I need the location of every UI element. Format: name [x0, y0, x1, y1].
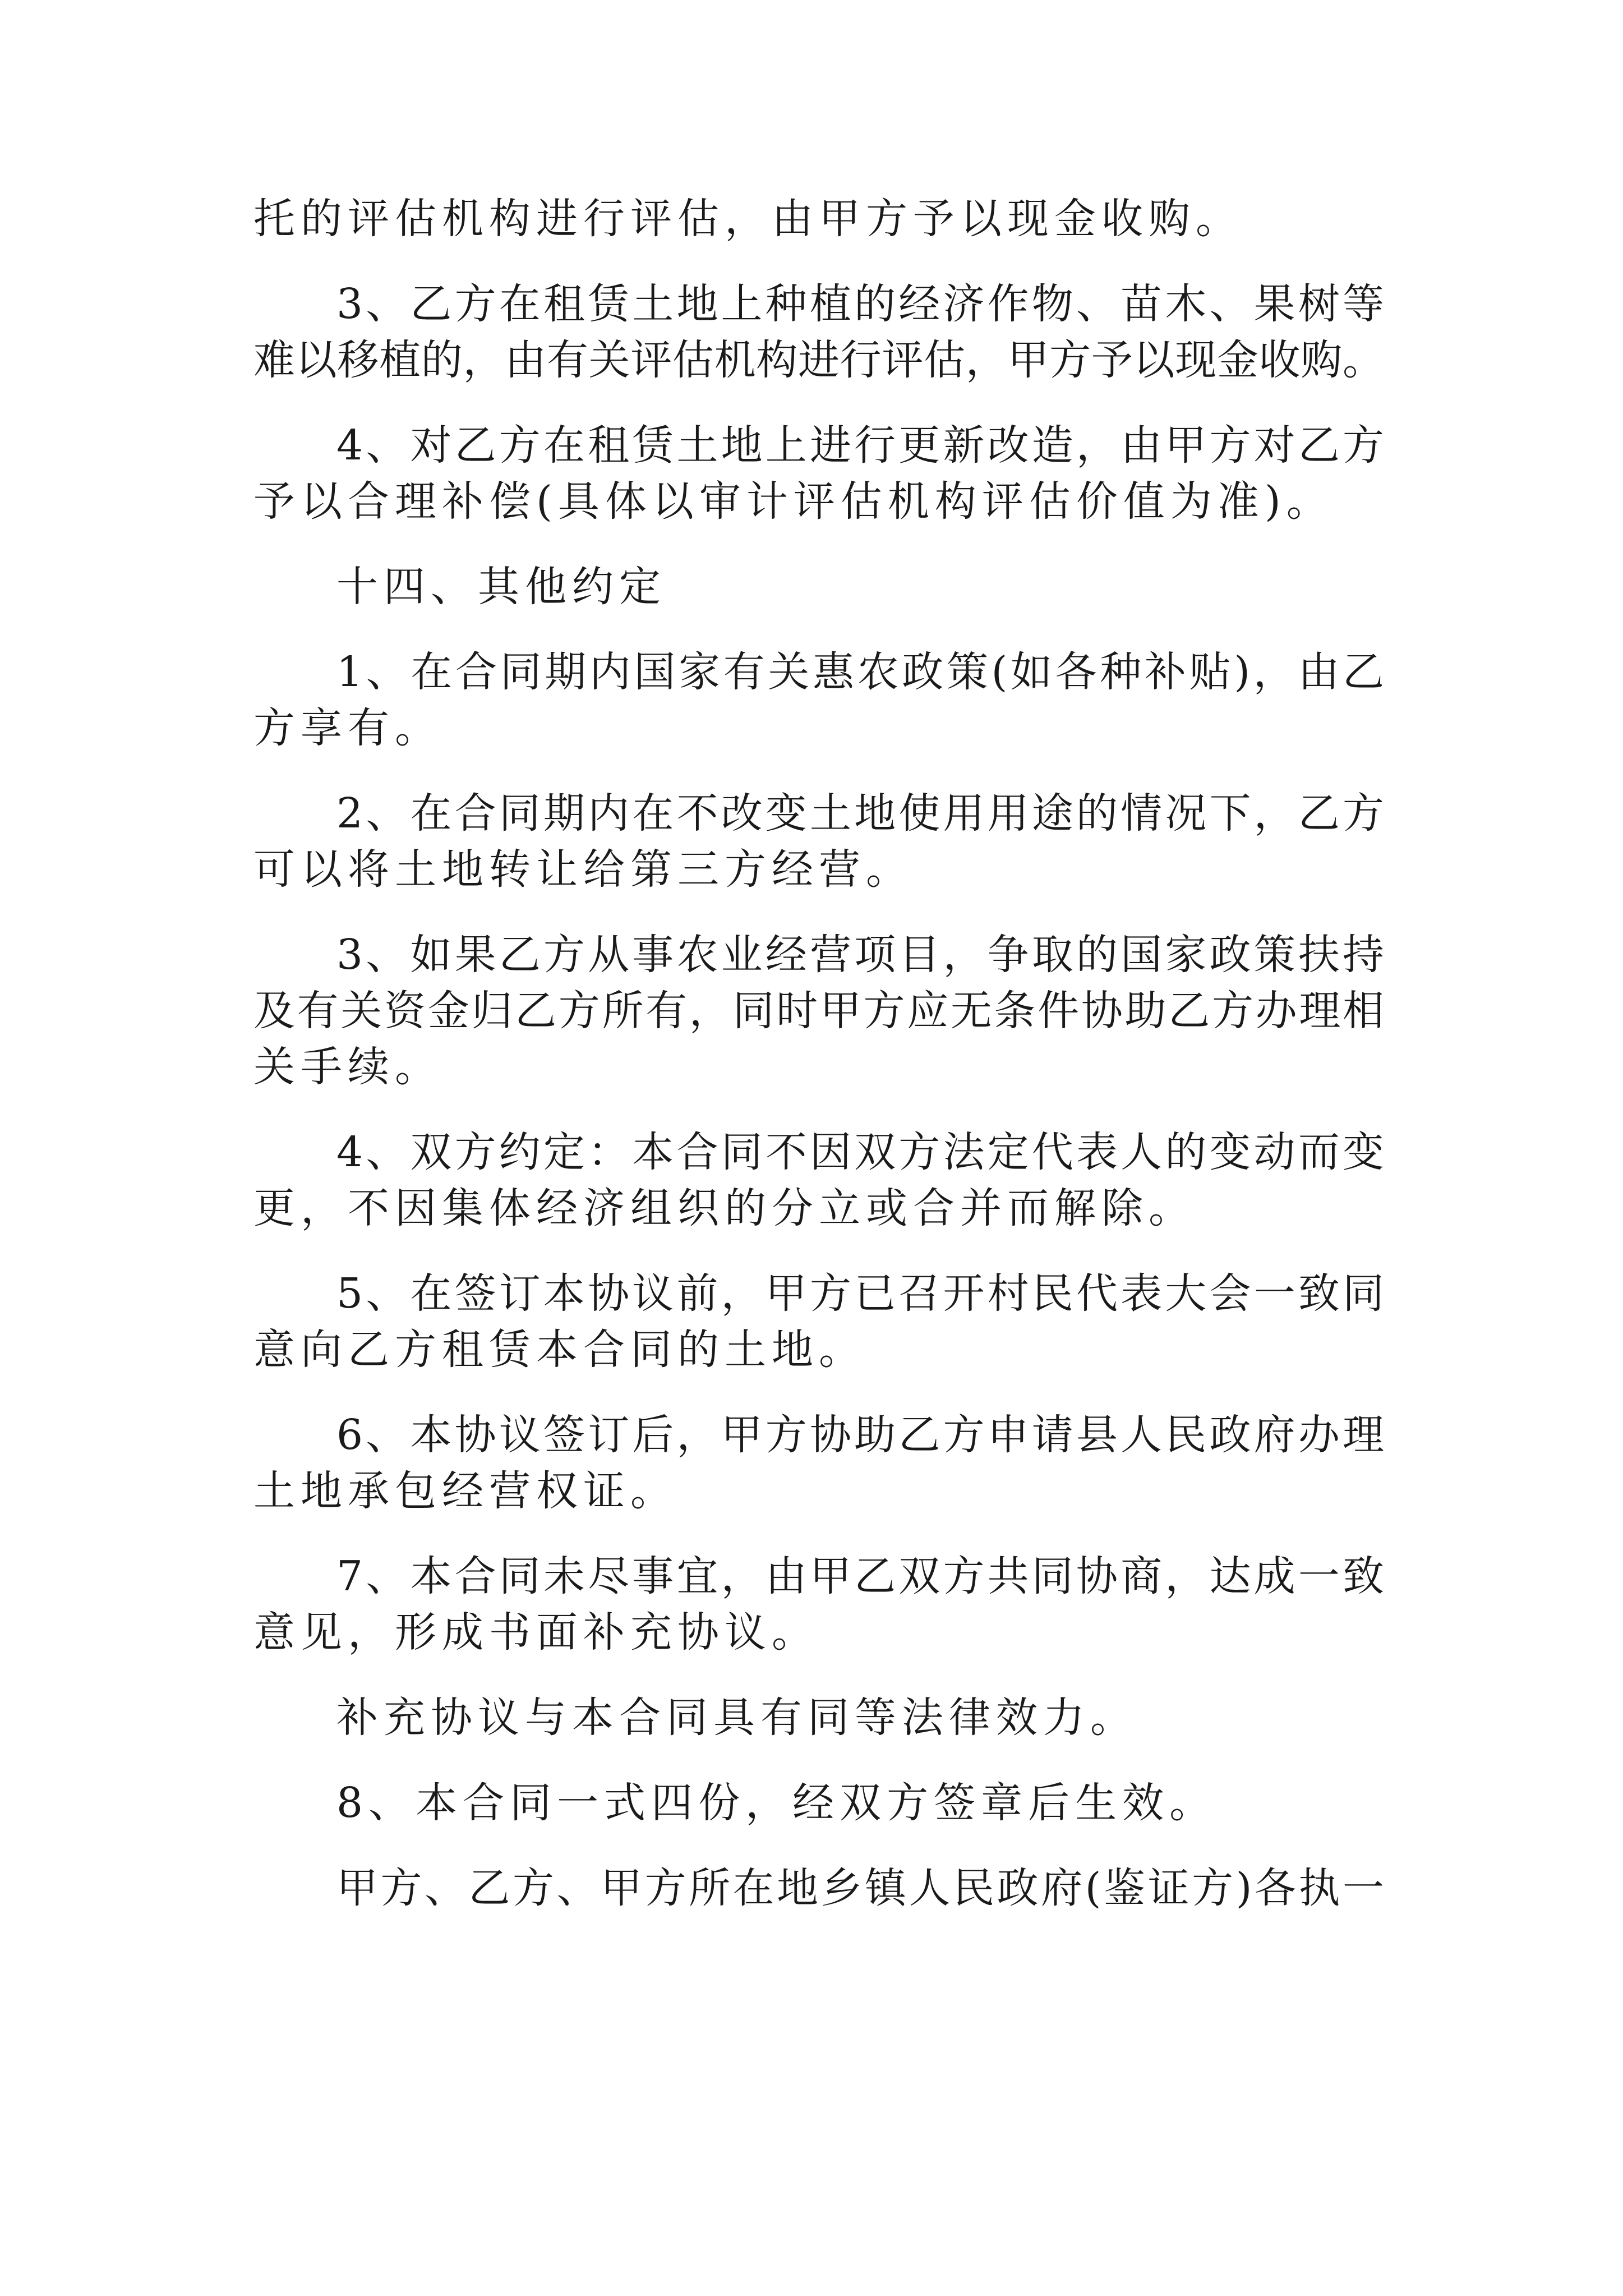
text-line: 8、本合同一式四份，经双方签章后生效。 [336, 1779, 1217, 1827]
text-line: 意见，形成书面补充协议。 [253, 1608, 819, 1657]
text-line: 6、本协议签订后，甲方协助乙方申请县人民政府办理 [336, 1411, 1384, 1459]
text-line: 关手续。 [253, 1043, 442, 1091]
text-line: 5、在签订本协议前，甲方已召开村民代表大会一致同 [336, 1269, 1384, 1318]
text-line: 及有关资金归乙方所有，同时甲方应无条件协助乙方办理相 [253, 987, 1384, 1035]
section-heading: 十四、其他约定 [336, 563, 666, 611]
text-line: 3、如果乙方从事农业经营项目，争取的国家政策扶持 [336, 931, 1384, 979]
text-line: 意向乙方租赁本合同的土地。 [253, 1326, 866, 1374]
document-page [253, 191, 1384, 1916]
text-line: 托的评估机构进行评估，由甲方予以现金收购。 [253, 195, 1243, 243]
text-line: 4、对乙方在租赁土地上进行更新改造，由甲方对乙方 [336, 421, 1384, 470]
text-line: 补充协议与本合同具有同等法律效力。 [336, 1694, 1137, 1742]
text-line: 2、在合同期内在不改变土地使用用途的情况下，乙方 [336, 789, 1384, 838]
text-line: 4、双方约定：本合同不因双方法定代表人的变动而变 [336, 1128, 1384, 1176]
text-line: 难以移植的，由有关评估机构进行评估，甲方予以现金收购。 [253, 336, 1384, 384]
text-line: 1、在合同期内国家有关惠农政策(如各种补贴)，由乙 [336, 648, 1384, 696]
text-line: 3、乙方在租赁土地上种植的经济作物、苗木、果树等 [336, 280, 1384, 328]
text-line: 7、本合同未尽事宜，由甲乙双方共同协商，达成一致 [336, 1552, 1384, 1600]
text-line: 方享有。 [253, 704, 442, 752]
text-line: 土地承包经营权证。 [253, 1467, 677, 1515]
text-line: 可以将土地转让给第三方经营。 [253, 845, 913, 894]
text-line: 更，不因集体经济组织的分立或合并而解除。 [253, 1184, 1196, 1232]
text-line: 予以合理补偿(具体以审计评估机构评估价值为准)。 [253, 477, 1334, 526]
text-line: 甲方、乙方、甲方所在地乡镇人民政府(鉴证方)各执一 [336, 1864, 1384, 1912]
